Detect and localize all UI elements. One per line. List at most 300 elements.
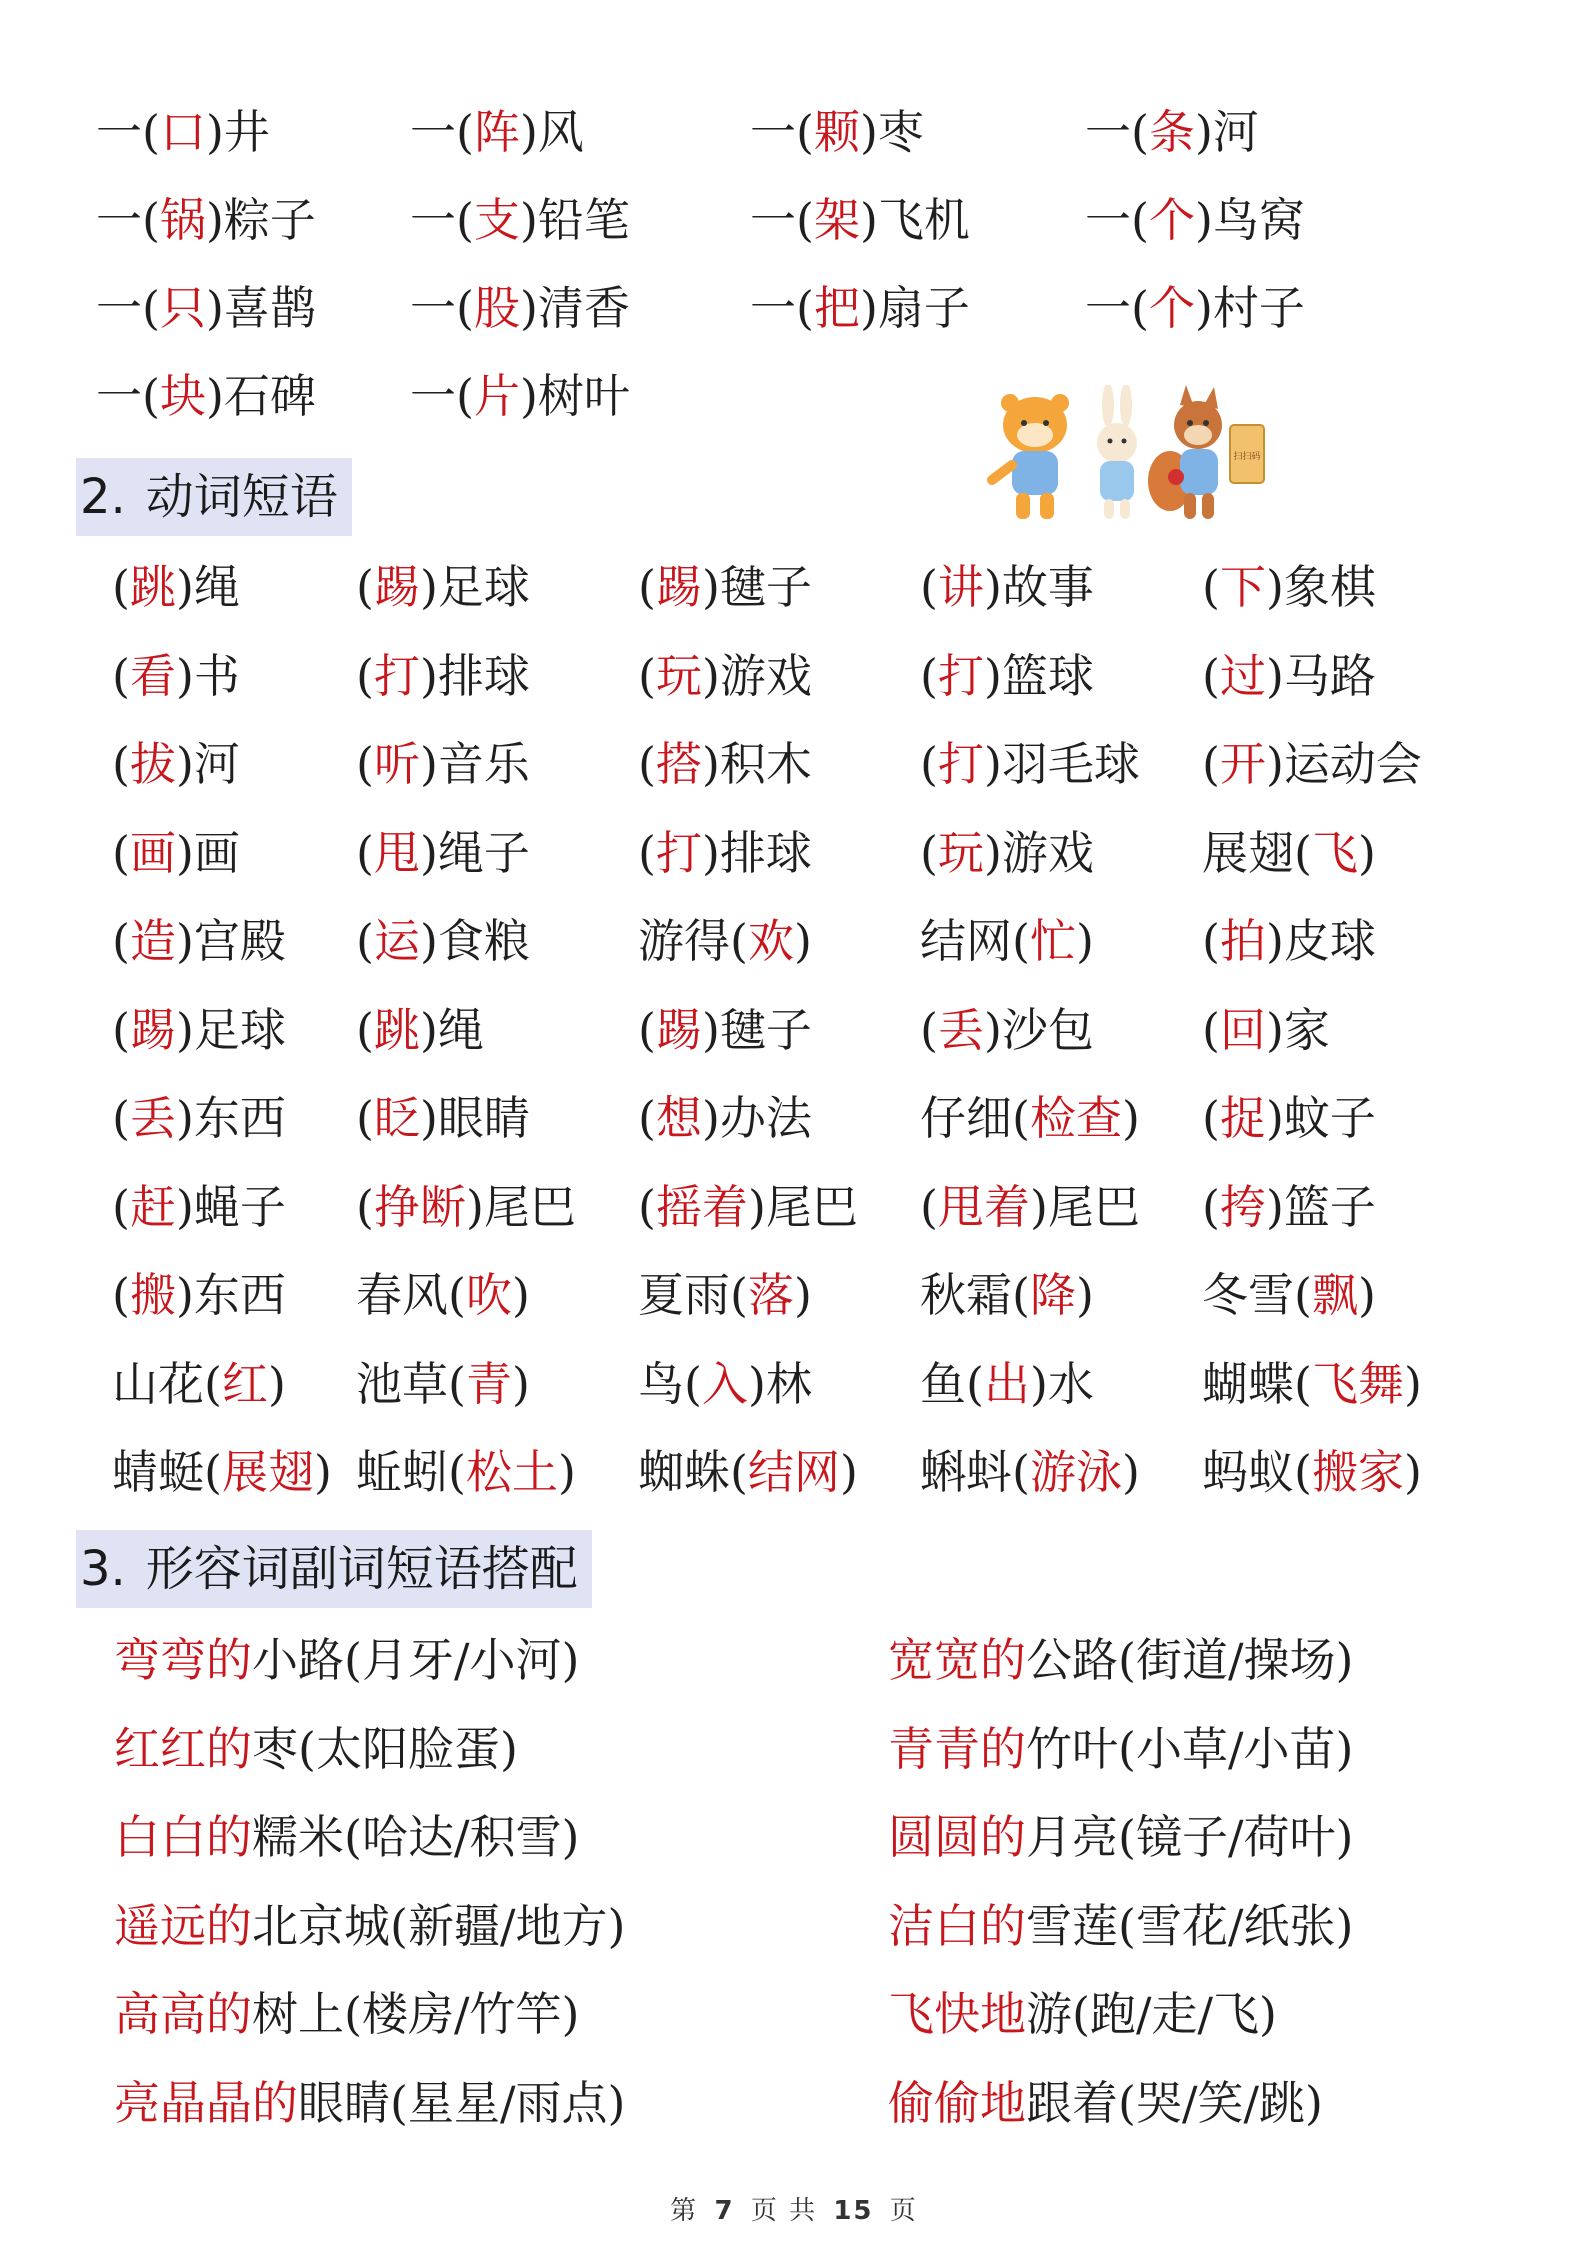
answer-word: 飞舞 [1311, 1356, 1404, 1411]
phrase-text: ) [557, 1445, 576, 1499]
quantifier-phrase [410, 97, 584, 167]
mascot-sign-text: 扫扫码 [1233, 452, 1261, 462]
verb-row [0, 1260, 1588, 1330]
answer-word: 圆圆的 [888, 1810, 1026, 1864]
phrase-text: ( [112, 648, 130, 703]
phrase-text: )足球 [419, 560, 530, 614]
phrase-text: 山花( [112, 1356, 222, 1411]
answer-word: 白白的 [114, 1810, 252, 1864]
phrase-text: )办法 [701, 1091, 812, 1145]
answer-word: 挎 [1219, 1179, 1266, 1234]
verb-phrase [112, 1437, 332, 1507]
answer-word: 个 [1148, 281, 1195, 335]
answer-word: 甩 [373, 825, 420, 880]
verb-phrase [1202, 552, 1376, 622]
phrase-text: 一( [750, 193, 814, 247]
verb-phrase [920, 729, 1140, 799]
answer-word: 支 [473, 193, 520, 247]
phrase-text: )食粮 [419, 914, 530, 968]
phrase-text: ( [356, 648, 374, 703]
verb-phrase [1202, 995, 1330, 1065]
phrase-text: ) [511, 1268, 530, 1322]
answer-word: 结网 [747, 1445, 840, 1499]
verb-row [0, 641, 1588, 711]
verb-phrase [920, 1437, 1140, 1507]
phrase-text: )皮球 [1265, 914, 1376, 968]
answer-word: 搬家 [1311, 1445, 1404, 1499]
phrase-text: )宫殿 [175, 914, 286, 968]
phrase-text: )家 [1265, 1002, 1330, 1057]
verb-phrase [638, 1437, 858, 1507]
answer-word: 搬 [129, 1268, 176, 1322]
answer-word: 遥远的 [114, 1898, 252, 1953]
phrase-text: 展翅( [1202, 825, 1312, 880]
answer-word: 开 [1219, 737, 1266, 791]
phrase-text: 一( [750, 105, 814, 159]
quantifier-row [0, 361, 1588, 431]
phrase-text: )排球 [419, 648, 530, 703]
quantifier-phrase [96, 273, 316, 343]
adjective-row [0, 1625, 1588, 1695]
phrase-text: )马路 [1265, 648, 1376, 703]
answer-word: 丢 [129, 1091, 176, 1145]
answer-word: 捉 [1219, 1091, 1266, 1145]
verb-phrase [638, 552, 812, 622]
verb-phrase [112, 906, 286, 976]
phrase-text: )蚊子 [1265, 1091, 1376, 1145]
phrase-text: )村子 [1194, 281, 1305, 335]
verb-phrase [1202, 1172, 1376, 1242]
answer-word: 回 [1219, 1002, 1266, 1057]
verb-phrase [638, 995, 812, 1065]
adjective-phrase [114, 1891, 625, 1961]
answer-word: 打 [373, 648, 420, 703]
answer-word: 出 [983, 1356, 1030, 1411]
phrase-text: )篮球 [983, 648, 1094, 703]
phrase-text: ) [1075, 914, 1094, 968]
answer-word: 讲 [937, 560, 984, 614]
phrase-text: 鸟( [638, 1356, 702, 1411]
phrase-text: ) [313, 1445, 332, 1499]
verb-phrase [356, 1172, 576, 1242]
phrase-text: ( [112, 1002, 130, 1057]
answer-word: 跳 [373, 1002, 420, 1057]
phrase-text: )井 [205, 105, 270, 159]
phrase-text: 一( [1085, 281, 1149, 335]
verb-phrase [920, 641, 1094, 711]
phrase-text: ( [920, 825, 938, 880]
answer-word: 条 [1148, 105, 1195, 159]
phrase-text: )风 [519, 105, 584, 159]
phrase-text: ( [112, 1268, 130, 1322]
verb-phrase [1202, 729, 1422, 799]
phrase-text: )运动会 [1265, 737, 1422, 791]
phrase-text: )东西 [175, 1268, 286, 1322]
answer-word: 块 [159, 369, 206, 423]
answer-word: 锅 [159, 193, 206, 247]
phrase-text: 一( [96, 105, 160, 159]
answer-word: 股 [473, 281, 520, 335]
verb-phrase [920, 995, 1094, 1065]
cartoon-animals-illustration [980, 385, 1280, 525]
phrase-text: 蜻蜓( [112, 1445, 222, 1499]
phrase-text: 蚂蚁( [1202, 1445, 1312, 1499]
answer-word: 颗 [813, 105, 860, 159]
answer-word: 打 [937, 648, 984, 703]
phrase-text: )毽子 [701, 560, 812, 614]
quantifier-phrase [1085, 97, 1259, 167]
answer-word: 片 [473, 369, 520, 423]
phrase-text: )足球 [175, 1002, 286, 1057]
answer-word: 只 [159, 281, 206, 335]
answer-word: 红红的 [114, 1721, 252, 1776]
verb-phrase [1202, 1437, 1422, 1507]
phrase-text: 一( [410, 369, 474, 423]
verb-phrase [638, 1349, 812, 1419]
phrase-text: ( [356, 1002, 374, 1057]
answer-word: 红 [221, 1356, 268, 1411]
answer-word: 跳 [129, 560, 176, 614]
adjective-row [0, 1891, 1588, 1961]
answer-word: 展翅 [221, 1445, 314, 1499]
phrase-text: )羽毛球 [983, 737, 1140, 791]
adjective-phrase [888, 1891, 1353, 1961]
phrase-text: )排球 [701, 825, 812, 880]
verb-phrase [1202, 906, 1376, 976]
quantifier-row [0, 273, 1588, 343]
verb-phrase [638, 1260, 812, 1330]
verb-phrase [356, 1083, 530, 1153]
verb-phrase [112, 1083, 286, 1153]
phrase-text: )东西 [175, 1091, 286, 1145]
phrase-text: 仔细( [920, 1091, 1030, 1145]
verb-row [0, 818, 1588, 888]
answer-word: 打 [655, 825, 702, 880]
phrase-text: ( [1202, 1179, 1220, 1234]
phrase-text: )象棋 [1265, 560, 1376, 614]
phrase-text: ( [1202, 914, 1220, 968]
phrase-text: )篮子 [1265, 1179, 1376, 1234]
answer-word: 玩 [937, 825, 984, 880]
verb-phrase [1202, 1260, 1376, 1330]
phrase-text: 树上(楼房/竹竿) [252, 1987, 580, 2041]
quantifier-phrase [750, 273, 970, 343]
phrase-text: )河 [1194, 105, 1259, 159]
phrase-text: ( [356, 914, 374, 968]
phrase-text: )积木 [701, 737, 812, 791]
answer-word: 甩着 [937, 1179, 1030, 1234]
verb-row [0, 1349, 1588, 1419]
answer-word: 拔 [129, 737, 176, 791]
verb-row [0, 995, 1588, 1065]
verb-phrase [638, 1083, 812, 1153]
answer-word: 忙 [1029, 914, 1076, 968]
phrase-text: 一( [410, 105, 474, 159]
phrase-text: )故事 [983, 560, 1094, 614]
verb-row [0, 729, 1588, 799]
phrase-text: ) [1403, 1356, 1422, 1411]
verb-phrase [920, 906, 1094, 976]
phrase-text: )林 [747, 1356, 812, 1411]
phrase-text: 夏雨( [638, 1268, 748, 1322]
adjective-row [0, 1979, 1588, 2049]
phrase-text: )游戏 [701, 648, 812, 703]
phrase-text: )尾巴 [465, 1179, 576, 1234]
phrase-text: 枣(太阳脸蛋) [252, 1721, 518, 1776]
verb-phrase [638, 906, 812, 976]
phrase-text: )绳子 [419, 825, 530, 880]
phrase-text: )石碑 [205, 369, 316, 423]
answer-word: 口 [159, 105, 206, 159]
verb-phrase [1202, 641, 1376, 711]
phrase-text: ( [1202, 648, 1220, 703]
section-title-adjectives: 3. 形容词副词短语搭配 [76, 1530, 592, 1608]
answer-word: 松土 [465, 1445, 558, 1499]
phrase-text: 小路(月牙/小河) [252, 1633, 580, 1687]
phrase-text: ( [356, 737, 374, 791]
phrase-text: )鸟窝 [1194, 193, 1305, 247]
phrase-text: 结网( [920, 914, 1030, 968]
answer-word: 玩 [655, 648, 702, 703]
phrase-text: 一( [96, 369, 160, 423]
adjective-phrase [888, 1714, 1353, 1784]
phrase-text: ( [638, 737, 656, 791]
phrase-text: 北京城(新疆/地方) [252, 1898, 626, 1953]
answer-word: 运 [373, 914, 420, 968]
verb-phrase [112, 729, 240, 799]
answer-word: 搭 [655, 737, 702, 791]
verb-phrase [920, 1083, 1140, 1153]
verb-phrase [112, 1172, 286, 1242]
quantifier-phrase [750, 185, 970, 255]
phrase-text: ( [112, 1091, 130, 1145]
quantifier-phrase [410, 273, 630, 343]
quantifier-phrase [96, 97, 270, 167]
phrase-text: ) [1357, 1268, 1376, 1322]
phrase-text: ) [793, 1268, 812, 1322]
verb-phrase [1202, 1349, 1422, 1419]
phrase-text: ( [920, 648, 938, 703]
quantifier-phrase [750, 97, 924, 167]
phrase-text: )尾巴 [1029, 1179, 1140, 1234]
verb-phrase [356, 818, 530, 888]
verb-phrase [356, 1437, 576, 1507]
phrase-text: 跟着(哭/笑/跳) [1026, 2075, 1323, 2130]
phrase-text: 糯米(哈达/积雪) [252, 1810, 580, 1864]
answer-word: 落 [747, 1268, 794, 1322]
answer-word: 入 [701, 1356, 748, 1411]
verb-phrase [638, 818, 812, 888]
answer-word: 青 [465, 1356, 512, 1411]
adjective-phrase [114, 2068, 625, 2138]
phrase-text: ( [356, 825, 374, 880]
verb-phrase [920, 818, 1094, 888]
phrase-text: ( [356, 560, 374, 614]
answer-word: 眨 [373, 1091, 420, 1145]
answer-word: 阵 [473, 105, 520, 159]
answer-word: 拍 [1219, 914, 1266, 968]
answer-word: 把 [813, 281, 860, 335]
phrase-text: 一( [1085, 193, 1149, 247]
phrase-text: ( [112, 560, 130, 614]
phrase-text: 雪莲(雪花/纸张) [1026, 1898, 1354, 1953]
phrase-text: )清香 [519, 281, 630, 335]
answer-word: 偷偷地 [888, 2075, 1026, 2130]
answer-word: 打 [937, 737, 984, 791]
verb-phrase [356, 906, 530, 976]
answer-word: 听 [373, 737, 420, 791]
phrase-text: ( [920, 1179, 938, 1234]
answer-word: 洁白的 [888, 1898, 1026, 1953]
phrase-text: )水 [1029, 1356, 1094, 1411]
phrase-text: ) [793, 914, 812, 968]
answer-word: 画 [129, 825, 176, 880]
adjective-phrase [114, 1802, 579, 1872]
answer-word: 赶 [129, 1179, 176, 1234]
answer-word: 踢 [655, 560, 702, 614]
phrase-text: ( [638, 1091, 656, 1145]
phrase-text: )粽子 [205, 193, 316, 247]
phrase-text: )书 [175, 648, 240, 703]
phrase-text: ( [1202, 737, 1220, 791]
phrase-text: ( [638, 560, 656, 614]
answer-word: 高高的 [114, 1987, 252, 2041]
phrase-text: )毽子 [701, 1002, 812, 1057]
verb-phrase [920, 1260, 1094, 1330]
verb-phrase [112, 641, 240, 711]
phrase-text: 蚯蚓( [356, 1445, 466, 1499]
answer-word: 下 [1219, 560, 1266, 614]
phrase-text: ) [1075, 1268, 1094, 1322]
phrase-text: ( [1202, 1002, 1220, 1057]
verb-phrase [112, 1349, 286, 1419]
answer-word: 丢 [937, 1002, 984, 1057]
adjective-phrase [888, 1625, 1353, 1695]
phrase-text: 一( [410, 193, 474, 247]
phrase-text: 一( [96, 281, 160, 335]
phrase-text: 一( [1085, 105, 1149, 159]
quantifier-phrase [410, 185, 630, 255]
answer-word: 踢 [655, 1002, 702, 1057]
phrase-text: ( [638, 1002, 656, 1057]
answer-word: 过 [1219, 648, 1266, 703]
phrase-text: ) [267, 1356, 286, 1411]
verb-phrase [920, 552, 1094, 622]
phrase-text: ( [112, 914, 130, 968]
phrase-text: ( [920, 560, 938, 614]
phrase-text: )眼睛 [419, 1091, 530, 1145]
verb-phrase [112, 1260, 286, 1330]
verb-phrase [356, 552, 530, 622]
adjective-phrase [888, 1979, 1277, 2049]
verb-phrase [638, 729, 812, 799]
verb-row [0, 906, 1588, 976]
adjective-row [0, 1714, 1588, 1784]
answer-word: 飞快地 [888, 1987, 1026, 2041]
phrase-text: ( [112, 737, 130, 791]
answer-word: 宽宽的 [888, 1633, 1026, 1687]
phrase-text: )绳 [419, 1002, 484, 1057]
phrase-text: 秋霜( [920, 1268, 1030, 1322]
answer-word: 欢 [747, 914, 794, 968]
answer-word: 弯弯的 [114, 1633, 252, 1687]
quantifier-row [0, 185, 1588, 255]
phrase-text: 鱼( [920, 1356, 984, 1411]
adjective-phrase [888, 2068, 1323, 2138]
phrase-text: ) [839, 1445, 858, 1499]
phrase-text: ) [1357, 825, 1376, 880]
phrase-text: 池草( [356, 1356, 466, 1411]
verb-row [0, 1437, 1588, 1507]
answer-word: 游泳 [1029, 1445, 1122, 1499]
phrase-text: 一( [750, 281, 814, 335]
phrase-text: 公路(街道/操场) [1026, 1633, 1354, 1687]
phrase-text: )蝇子 [175, 1179, 286, 1234]
phrase-text: )游戏 [983, 825, 1094, 880]
phrase-text: )扇子 [859, 281, 970, 335]
answer-word: 踢 [373, 560, 420, 614]
verb-phrase [1202, 1083, 1376, 1153]
quantifier-phrase [96, 361, 316, 431]
page-footer: 第 7 页 共 15 页 [670, 2196, 918, 2226]
verb-row [0, 1172, 1588, 1242]
answer-word: 飘 [1311, 1268, 1358, 1322]
phrase-text: ( [638, 1179, 656, 1234]
phrase-text: ( [638, 648, 656, 703]
adjective-phrase [888, 1802, 1353, 1872]
quantifier-phrase [410, 361, 630, 431]
answer-word: 亮晶晶的 [114, 2075, 298, 2130]
phrase-text: 蜘蛛( [638, 1445, 748, 1499]
adjective-phrase [114, 1979, 579, 2049]
phrase-text: )河 [175, 737, 240, 791]
answer-word: 造 [129, 914, 176, 968]
phrase-text: )飞机 [859, 193, 970, 247]
adjective-phrase [114, 1625, 579, 1695]
phrase-text: 一( [410, 281, 474, 335]
answer-word: 青青的 [888, 1721, 1026, 1776]
adjective-phrase [114, 1714, 518, 1784]
answer-word: 吹 [465, 1268, 512, 1322]
answer-word: 踢 [129, 1002, 176, 1057]
phrase-text: ( [356, 1091, 374, 1145]
phrase-text: )铅笔 [519, 193, 630, 247]
answer-word: 检查 [1029, 1091, 1122, 1145]
quantifier-phrase [1085, 273, 1305, 343]
phrase-text: 月亮(镜子/荷叶) [1026, 1810, 1354, 1864]
phrase-text: 春风( [356, 1268, 466, 1322]
phrase-text: 一( [96, 193, 160, 247]
phrase-text: ( [1202, 1091, 1220, 1145]
phrase-text: )画 [175, 825, 240, 880]
verb-phrase [356, 729, 530, 799]
phrase-text: ( [638, 825, 656, 880]
phrase-text: )绳 [175, 560, 240, 614]
verb-phrase [356, 1260, 530, 1330]
phrase-text: ) [1403, 1445, 1422, 1499]
answer-word: 个 [1148, 193, 1195, 247]
phrase-text: 竹叶(小草/小苗) [1026, 1721, 1354, 1776]
answer-word: 降 [1029, 1268, 1076, 1322]
verb-row [0, 552, 1588, 622]
adjective-row [0, 1802, 1588, 1872]
verb-phrase [920, 1349, 1094, 1419]
answer-word: 想 [655, 1091, 702, 1145]
quantifier-phrase [1085, 185, 1305, 255]
answer-word: 看 [129, 648, 176, 703]
phrase-text: ) [1121, 1091, 1140, 1145]
phrase-text: ( [356, 1179, 374, 1234]
